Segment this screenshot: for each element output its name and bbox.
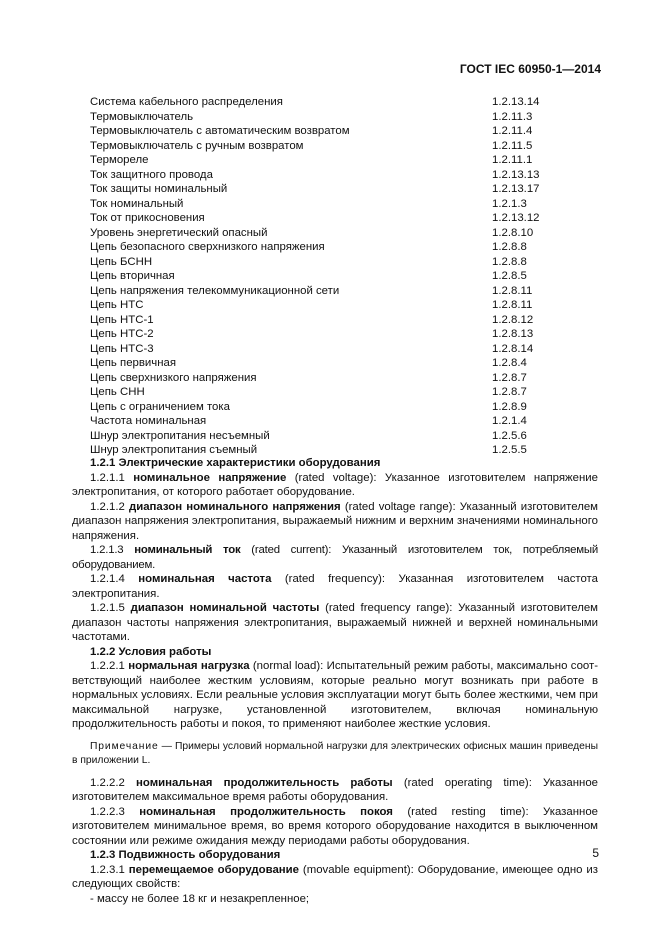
index-term: Ток номинальный [90,197,184,210]
index-row [90,269,580,284]
clause-number: 1.2.1.2 [90,500,125,513]
index-row [90,356,580,371]
index-term: Система кабельного распределения [90,96,283,108]
index-reference: 1.2.8.10 [492,226,534,239]
index-term: Шнур электропитания несъемный [90,429,270,442]
definition-text: (rated voltage): Указанное изготовителем напряжение электропитания, от которого работает оборудование. [72,471,598,498]
index-reference: 1.2.8.5 [492,270,527,282]
index-reference: 1.2.11.3 [492,110,533,123]
index-term: Цепь с ограничением тока [90,400,230,413]
defined-term: нормальная нагрузка [128,660,250,672]
index-reference: 1.2.13.13 [492,168,540,181]
index-row [90,240,580,255]
index-term: Ток защитного провода [90,168,213,181]
document-header: ГОСТ IEC 60950-1—2014 [459,62,601,76]
index-row [90,226,580,241]
index-row [90,371,580,386]
defined-term: номинальный ток [134,544,241,556]
clause-number: 1.2.2.1 [90,660,125,672]
index-term: Цепь напряжения телекоммуникационной сети [90,284,340,297]
index-reference: 1.2.13.12 [492,212,540,224]
index-term: Цепь НТС-1 [90,313,154,326]
defined-term: диапазон номинальной частоты [130,602,320,614]
defined-term: номинальное напряжение [133,471,287,484]
index-reference: 1.2.8.8 [492,241,527,253]
index-term: Цепь СНН [90,386,145,398]
clause-number: 1.2.1.5 [90,602,125,614]
index-term: Термовыключатель [90,110,194,123]
definition-paragraph [72,500,598,544]
definition-text: (rated resting time): Указанное изготовителем минимальное время, во время которого оборудование находится в выключенном состоянии или режиме ожидания между периодами работы оборудования. [72,805,598,847]
index-reference: 1.2.8.14 [492,342,534,355]
index-term: Термовыключатель с автоматическим возвратом [90,125,350,137]
index-term: Цепь безопасного сверхнизкого напряжения [90,241,325,253]
list-item: - массу не более 18 кг и незакрепленное; [90,892,310,905]
index-reference: 1.2.5.5 [492,444,527,456]
index-term: Ток от прикосновения [90,212,205,224]
section-heading: 1.2.3 Подвижность оборудования [90,849,281,861]
index-row [90,327,580,342]
index-row [90,342,580,357]
definition-paragraph [72,543,598,572]
definition-paragraph [72,471,598,500]
definition-text: (rated current): Указанный изготовителем ток, потребляемый оборудованием. [72,544,599,571]
definition-paragraph [72,601,598,645]
index-term: Шнур электропитания съемный [90,444,258,456]
index-term: Уровень энергетический опасный [90,226,268,239]
index-row [90,298,580,313]
index-term: Ток защиты номинальный [90,183,228,195]
index-row [90,95,580,110]
index-term: Термореле [90,154,149,166]
term-index [90,95,580,458]
index-term: Цепь НТС-3 [90,342,154,355]
definition-text: (normal load): Испытательный режим работы, максимально соответствующий наиболее жестким условиям, которые реально могут возникать при работе в нормальных условиях. Если реальные условия эксплуатации могут быть более жесткими, чем при максимальной нагрузке, установленной изготовителем, включая номинальную продолжительность работы и покоя, то применяют наиболее жесткие условия. [72,660,599,730]
index-reference: 1.2.13.17 [492,183,540,195]
clause-number: 1.2.2.3 [90,805,125,818]
clause-number: 1.2.3.1 [90,863,125,876]
index-row [90,400,580,415]
index-reference: 1.2.11.5 [492,139,533,152]
defined-term: номинальная продолжительность работы [136,776,393,789]
index-term: Термовыключатель с ручным возвратом [90,139,304,152]
section-heading: 1.2.2 Условия работы [90,645,212,658]
clause-number: 1.2.1.4 [90,573,125,585]
index-row [90,255,580,270]
index-reference: 1.2.11.1 [492,154,533,166]
index-reference: 1.2.8.7 [492,386,527,398]
index-term: Цепь сверхнизкого напряжения [90,371,257,384]
index-reference: 1.2.8.4 [492,357,527,369]
definition-paragraph [72,776,598,805]
definition-text: (movable equipment): Оборудование, имеющее одно из следующих свойств: [72,863,598,890]
index-row [90,197,580,212]
note-label: Примечание [90,740,159,752]
index-term: Цепь вторичная [90,270,175,282]
index-term: Цепь первичная [90,357,177,369]
definition-paragraph [72,572,598,601]
index-row [90,414,580,429]
index-reference: 1.2.8.12 [492,313,534,326]
index-reference: 1.2.8.8 [492,255,527,268]
definition-paragraph [72,659,598,732]
document-body [72,456,598,906]
index-reference: 1.2.1.4 [492,415,527,427]
index-term: Цепь БСНН [90,255,153,268]
index-row [90,429,580,444]
index-reference: 1.2.5.6 [492,429,527,442]
index-term: Цепь НТС [90,299,144,311]
clause-number: 1.2.1.1 [90,471,125,484]
index-row [90,211,580,226]
definition-text: (rated frequency range): Указанный изготовителем диапазон частоты напряжения электропитания, выражаемый нижней и верхней номинальными частотами. [72,602,599,643]
index-reference: 1.2.1.3 [492,197,527,210]
index-reference: 1.2.8.13 [492,328,534,340]
index-row [90,284,580,299]
index-row [90,139,580,154]
note-text: — Примеры условий нормальной нагрузки для электрических офисных машин приведены в приложении L. [72,740,598,766]
index-row [90,110,580,125]
defined-term: перемещаемое оборудование [128,863,300,876]
definition-paragraph [72,863,598,892]
index-reference: 1.2.8.9 [492,400,527,413]
index-row [90,168,580,183]
index-reference: 1.2.11.4 [492,125,533,137]
definition-text: (rated frequency): Указанная изготовителем частота электропитания. [72,573,598,600]
index-term: Цепь НТС-2 [90,328,154,340]
definition-text: (rated voltage range): Указанный изготовителем диапазон напряжения электропитания, выражаемый нижним и верхним значениями номинального напряжения. [72,500,599,542]
section-heading: 1.2.1 Электрические характеристики оборудования [90,457,381,469]
index-row [90,182,580,197]
definition-paragraph [72,805,598,849]
index-row [90,124,580,139]
page-number: 5 [592,846,599,860]
clause-number: 1.2.1.3 [90,544,124,556]
clause-number: 1.2.2.2 [90,776,125,789]
index-row [90,153,580,168]
definition-text: (rated operating time): Указанное изготовителем максимальное время работы оборудования. [72,776,598,803]
defined-term: номинальная частота [138,573,272,585]
index-reference: 1.2.8.7 [492,371,527,384]
defined-term: диапазон номинального напряжения [128,500,341,513]
index-reference: 1.2.13.14 [492,96,540,108]
index-reference: 1.2.8.11 [492,299,533,311]
index-row [90,385,580,400]
defined-term: номинальная продолжительность покоя [139,805,393,818]
index-reference: 1.2.8.11 [492,284,533,297]
index-row [90,313,580,328]
note [72,740,598,768]
index-term: Частота номинальная [90,415,207,427]
